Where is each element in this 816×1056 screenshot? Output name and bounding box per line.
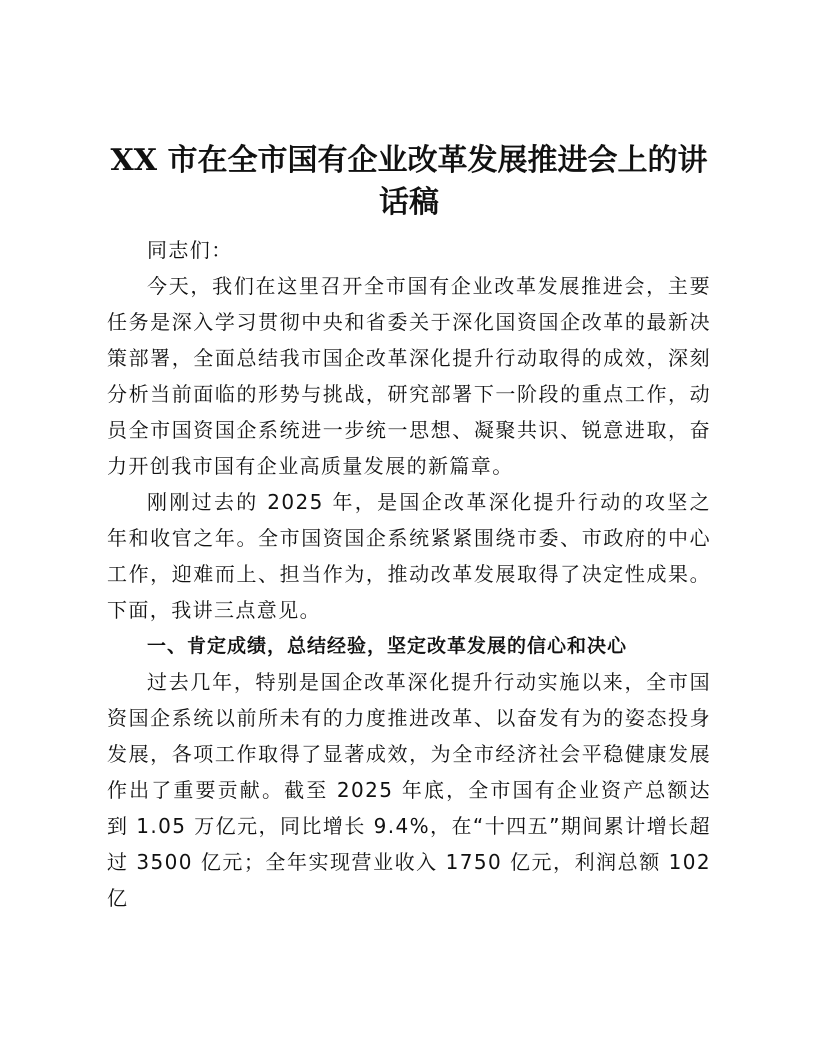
salutation: 同志们： [147, 238, 233, 262]
section-heading: 一、肯定成绩，总结经验，坚定改革发展的信心和决心 [147, 635, 628, 657]
context-paragraph: 刚刚过去的 2025 年，是国企改革深化提升行动的攻坚之年和收官之年。全市国资国企系统紧紧围绕市委、市政府的中心工作，迎难而上、担当作为，推动改革发展取得了决定性成果。下面，我讲三点意见。 [107, 490, 711, 622]
intro-paragraph: 今天，我们在这里召开全市国有企业改革发展推进会，主要任务是深入学习贯彻中央和省委关于深化国资国企改革的最新决策部署，全面总结我市国企改革深化提升行动取得的成效，深刻分析当前面临的形势与挑战，研究部署下一阶段的重点工作，动员全市国资国企系统进一步统一思想、凝聚共识、锐意进取，奋力开创我市国有企业高质量发展的新篇章。 [107, 274, 711, 478]
document-title: XX 市在全市国有企业改革发展推进会上的讲话稿 [110, 143, 708, 220]
section-paragraph: 过去几年，特别是国企改革深化提升行动实施以来，全市国资国企系统以前所未有的力度推进改革、以奋发有为的姿态投身发展，各项工作取得了显著成效，为全市经济社会平稳健康发展作出了重要贡献。截至 2025 年底，全市国有企业资产总额达到 1.05 万亿元，同比增长 9.4%，在“十四五”期间累计增长超过 3500 亿元；全年实现营业收入 1750 亿元，利润总额 102 亿 [107, 670, 711, 910]
document-body [107, 140, 711, 916]
